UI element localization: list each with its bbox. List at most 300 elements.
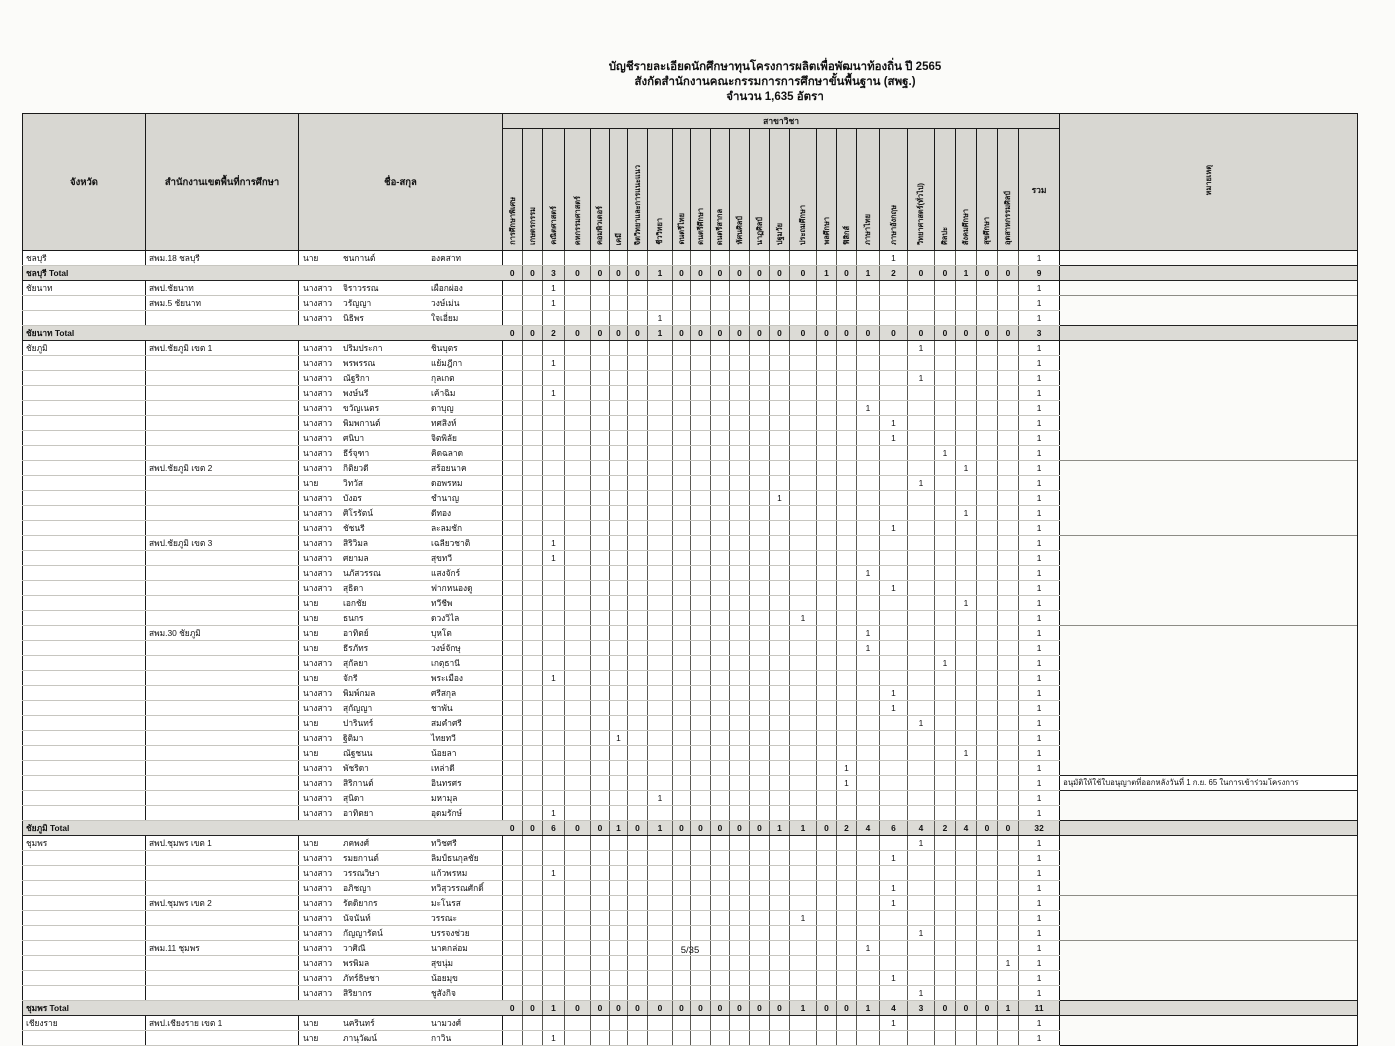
cell-subject-count	[730, 881, 750, 896]
cell-subject-count	[503, 896, 523, 911]
cell-row-total: 1	[1019, 251, 1060, 266]
cell-subject-count	[648, 1031, 673, 1046]
cell-subject-count	[711, 1016, 730, 1031]
cell-subject-count	[523, 851, 543, 866]
cell-subject-total: 0	[628, 266, 648, 281]
name-prefix: นาย	[303, 598, 319, 608]
cell-subject-count	[628, 491, 648, 506]
cell-subject-count	[691, 596, 711, 611]
cell-subject-count	[648, 281, 673, 296]
cell-subject-count	[880, 371, 908, 386]
cell-subject-count	[817, 656, 837, 671]
cell-row-total: 1	[1019, 761, 1060, 776]
first-name: วรรณวิษา	[343, 868, 380, 878]
cell-subject-count	[817, 971, 837, 986]
cell-subject-total: 0	[565, 266, 591, 281]
cell-subject-count	[628, 596, 648, 611]
cell-subject-count	[565, 896, 591, 911]
cell-subject-count	[673, 851, 691, 866]
cell-subject-count	[977, 581, 998, 596]
name-prefix: นางสาว	[303, 553, 333, 563]
cell-subject-count	[591, 506, 610, 521]
cell-subject-count	[711, 596, 730, 611]
cell-office	[146, 521, 299, 536]
cell-subject-total: 0	[503, 821, 523, 836]
cell-subject-total: 0	[998, 266, 1019, 281]
cell-remark	[1060, 656, 1358, 671]
cell-subject-count	[523, 1016, 543, 1031]
cell-subject-count	[503, 1031, 523, 1046]
cell-subject-count	[956, 641, 977, 656]
cell-province	[23, 716, 146, 731]
cell-subject-count	[591, 836, 610, 851]
cell-remark	[1060, 671, 1358, 686]
cell-subject-count	[591, 491, 610, 506]
cell-subject-count	[591, 791, 610, 806]
total-row	[23, 1001, 1358, 1016]
cell-row-total: 1	[1019, 491, 1060, 506]
cell-subject-count	[770, 731, 790, 746]
cell-subject-count	[977, 296, 998, 311]
total-row	[23, 821, 1358, 836]
cell-subject-count	[770, 626, 790, 641]
cell-subject-count	[837, 401, 857, 416]
total-row	[23, 266, 1358, 281]
first-name: ณัฐริกา	[343, 373, 370, 383]
cell-subject-count	[673, 731, 691, 746]
cell-subject-count	[977, 536, 998, 551]
cell-subject-count	[628, 761, 648, 776]
cell-remark	[1060, 266, 1358, 281]
cell-subject-count	[730, 281, 750, 296]
student-row	[23, 926, 1358, 941]
cell-subject-count	[711, 386, 730, 401]
cell-subject-count	[817, 461, 837, 476]
cell-subject-count	[956, 566, 977, 581]
cell-subject-count	[998, 566, 1019, 581]
subject-column-header	[523, 129, 543, 251]
first-name: สิริวิมล	[343, 538, 368, 548]
cell-subject-count	[977, 521, 998, 536]
cell-subject-count	[790, 461, 817, 476]
cell-subject-count	[565, 956, 591, 971]
cell-subject-total: 0	[691, 1001, 711, 1016]
cell-subject-count	[750, 446, 770, 461]
subject-column-label: ดนตรีสากล	[715, 208, 724, 245]
cell-subject-count	[610, 656, 628, 671]
cell-subject-count	[880, 401, 908, 416]
cell-subject-count	[591, 986, 610, 1001]
cell-subject-total: 0	[673, 326, 691, 341]
cell-subject-count	[790, 416, 817, 431]
cell-subject-count	[750, 476, 770, 491]
cell-subject-count	[977, 941, 998, 956]
subject-column-header	[610, 129, 628, 251]
cell-subject-count	[565, 296, 591, 311]
cell-subject-count	[880, 596, 908, 611]
cell-subject-count	[523, 341, 543, 356]
cell-province: ชัยภูมิ	[23, 341, 146, 356]
cell-subject-count	[770, 881, 790, 896]
cell-subject-count	[691, 446, 711, 461]
cell-remark	[1060, 851, 1358, 866]
subject-column-header	[817, 129, 837, 251]
cell-subject-count: 1	[956, 746, 977, 761]
cell-subject-count	[935, 836, 956, 851]
cell-subject-count	[565, 776, 591, 791]
cell-subject-count	[565, 1016, 591, 1031]
cell-office: สพม.11 ชุมพร	[146, 941, 299, 956]
cell-subject-count	[730, 776, 750, 791]
cell-subject-count	[837, 656, 857, 671]
student-row	[23, 416, 1358, 431]
cell-name	[299, 986, 503, 1001]
name-prefix: นาย	[303, 478, 319, 488]
cell-subject-count	[998, 506, 1019, 521]
cell-subject-count	[935, 761, 956, 776]
cell-subject-count	[503, 506, 523, 521]
cell-subject-count	[817, 311, 837, 326]
cell-subject-count	[691, 356, 711, 371]
cell-subject-count	[998, 476, 1019, 491]
cell-subject-count	[648, 506, 673, 521]
cell-subject-count	[817, 341, 837, 356]
cell-subject-count	[503, 596, 523, 611]
cell-subject-count	[908, 356, 935, 371]
cell-subject-count	[837, 611, 857, 626]
cell-subject-count: 1	[908, 926, 935, 941]
cell-subject-count	[790, 296, 817, 311]
cell-name	[299, 296, 503, 311]
cell-subject-count	[998, 806, 1019, 821]
cell-remark	[1060, 806, 1358, 821]
cell-subject-count	[935, 941, 956, 956]
cell-subject-count	[523, 476, 543, 491]
cell-remark	[1060, 926, 1358, 941]
subject-column-header	[673, 129, 691, 251]
cell-subject-count	[956, 401, 977, 416]
cell-subject-count	[648, 911, 673, 926]
cell-subject-count	[817, 551, 837, 566]
cell-subject-count	[543, 731, 565, 746]
cell-subject-count	[591, 536, 610, 551]
cell-subject-count	[565, 581, 591, 596]
student-row	[23, 956, 1358, 971]
cell-subject-count	[935, 356, 956, 371]
cell-subject-count	[503, 806, 523, 821]
table-body	[23, 251, 1358, 1046]
cell-office	[146, 386, 299, 401]
cell-subject-count	[956, 626, 977, 641]
subject-column-header	[711, 129, 730, 251]
last-name: เผือกผ่อง	[431, 283, 463, 293]
last-name: ชินบุตร	[431, 343, 458, 353]
cell-subject-count	[610, 851, 628, 866]
cell-subject-count: 1	[908, 341, 935, 356]
cell-subject-count	[610, 581, 628, 596]
cell-office	[146, 641, 299, 656]
cell-subject-count: 1	[790, 611, 817, 626]
cell-subject-count	[523, 581, 543, 596]
cell-subject-count	[880, 641, 908, 656]
cell-subject-count	[817, 941, 837, 956]
cell-subject-count	[977, 836, 998, 851]
subject-column-header	[543, 129, 565, 251]
cell-subject-count	[977, 551, 998, 566]
cell-name	[299, 536, 503, 551]
cell-subject-count	[977, 251, 998, 266]
cell-row-total: 1	[1019, 311, 1060, 326]
cell-subject-count	[691, 911, 711, 926]
cell-subject-count	[543, 761, 565, 776]
cell-province	[23, 956, 146, 971]
name-prefix: นางสาว	[303, 688, 333, 698]
student-row	[23, 656, 1358, 671]
cell-province	[23, 566, 146, 581]
cell-subject-count	[908, 596, 935, 611]
cell-subject-count	[673, 971, 691, 986]
cell-subject-count	[523, 881, 543, 896]
cell-subject-count	[730, 716, 750, 731]
cell-province	[23, 896, 146, 911]
cell-subject-count	[691, 641, 711, 656]
cell-subject-total: 0	[770, 326, 790, 341]
cell-row-total: 1	[1019, 806, 1060, 821]
cell-subject-count	[691, 776, 711, 791]
cell-subject-count	[956, 551, 977, 566]
cell-subject-count	[770, 836, 790, 851]
cell-subject-count	[628, 386, 648, 401]
cell-subject-count	[880, 911, 908, 926]
cell-subject-count	[711, 776, 730, 791]
cell-subject-count	[591, 371, 610, 386]
cell-subject-count	[730, 701, 750, 716]
cell-remark	[1060, 461, 1358, 476]
cell-subject-count	[837, 521, 857, 536]
cell-subject-count	[817, 851, 837, 866]
cell-subject-total: 1	[648, 821, 673, 836]
cell-subject-total: 0	[817, 1001, 837, 1016]
cell-subject-count: 1	[543, 536, 565, 551]
name-prefix: นางสาว	[303, 298, 333, 308]
cell-subject-count	[977, 761, 998, 776]
cell-subject-count	[648, 971, 673, 986]
cell-subject-count: 1	[857, 626, 880, 641]
last-name: วงษ์เม่น	[431, 298, 460, 308]
cell-subject-count	[691, 746, 711, 761]
cell-row-total: 1	[1019, 791, 1060, 806]
cell-subject-count	[880, 761, 908, 776]
cell-subject-count	[691, 626, 711, 641]
cell-subject-count	[790, 446, 817, 461]
cell-subject-count	[817, 671, 837, 686]
cell-office	[146, 806, 299, 821]
cell-row-total: 1	[1019, 596, 1060, 611]
cell-office	[146, 746, 299, 761]
cell-subject-count	[908, 761, 935, 776]
subject-column-label: จิตวิทยาและการแนะแนว	[632, 164, 642, 245]
cell-subject-count	[711, 416, 730, 431]
cell-subject-count	[673, 461, 691, 476]
cell-subject-count	[977, 431, 998, 446]
cell-subject-count	[770, 701, 790, 716]
cell-subject-count	[817, 806, 837, 821]
cell-subject-total: 4	[880, 1001, 908, 1016]
cell-subject-count	[523, 671, 543, 686]
cell-row-total: 1	[1019, 851, 1060, 866]
cell-subject-count	[998, 311, 1019, 326]
cell-subject-count	[750, 791, 770, 806]
last-name: เค้าฉิม	[431, 388, 456, 398]
first-name: สุกัญญา	[343, 703, 373, 713]
cell-subject-count	[673, 536, 691, 551]
cell-row-total: 1	[1019, 506, 1060, 521]
cell-subject-count	[730, 911, 750, 926]
cell-subject-count	[956, 311, 977, 326]
cell-name	[299, 476, 503, 491]
cell-province	[23, 401, 146, 416]
cell-subject-count	[770, 1031, 790, 1046]
cell-subject-count	[977, 596, 998, 611]
cell-subject-count	[691, 1031, 711, 1046]
cell-subject-count	[837, 281, 857, 296]
cell-name	[299, 806, 503, 821]
cell-remark	[1060, 281, 1358, 296]
cell-subject-count	[935, 461, 956, 476]
cell-subject-count	[691, 401, 711, 416]
cell-subject-count: 1	[790, 911, 817, 926]
cell-subject-count	[673, 431, 691, 446]
cell-subject-count	[691, 896, 711, 911]
cell-subject-count	[770, 356, 790, 371]
student-row	[23, 716, 1358, 731]
last-name: ใจเอี่ยม	[431, 313, 459, 323]
cell-subject-count	[648, 416, 673, 431]
cell-subject-count	[956, 881, 977, 896]
cell-subject-count	[691, 551, 711, 566]
cell-subject-count	[750, 371, 770, 386]
cell-subject-count	[908, 656, 935, 671]
cell-subject-count	[730, 791, 750, 806]
cell-subject-count	[503, 656, 523, 671]
cell-province	[23, 446, 146, 461]
cell-subject-count	[648, 956, 673, 971]
cell-subject-count	[857, 611, 880, 626]
cell-subject-count	[956, 956, 977, 971]
cell-subject-count	[880, 836, 908, 851]
cell-subject-count	[880, 551, 908, 566]
cell-row-total: 1	[1019, 521, 1060, 536]
cell-subject-count	[591, 566, 610, 581]
cell-subject-count	[648, 446, 673, 461]
cell-subject-count	[610, 626, 628, 641]
cell-subject-count	[837, 461, 857, 476]
last-name: สุขนุ่ม	[431, 958, 454, 968]
cell-office	[146, 491, 299, 506]
cell-subject-count	[648, 656, 673, 671]
cell-subject-count	[790, 521, 817, 536]
cell-subject-count	[817, 356, 837, 371]
cell-subject-count	[503, 836, 523, 851]
cell-subject-count	[857, 1031, 880, 1046]
cell-subject-count	[648, 491, 673, 506]
cell-subject-count	[977, 776, 998, 791]
cell-office	[146, 416, 299, 431]
cell-subject-count	[857, 416, 880, 431]
cell-subject-count	[730, 566, 750, 581]
cell-subject-count: 1	[880, 1016, 908, 1031]
cell-subject-count	[837, 356, 857, 371]
cell-subject-count	[935, 536, 956, 551]
cell-subject-count	[691, 506, 711, 521]
cell-subject-count	[857, 701, 880, 716]
cell-subject-count	[591, 851, 610, 866]
cell-subject-count	[691, 461, 711, 476]
cell-subject-count	[691, 416, 711, 431]
cell-subject-count	[565, 476, 591, 491]
cell-subject-count	[628, 671, 648, 686]
cell-subject-count	[770, 596, 790, 611]
cell-subject-count	[673, 986, 691, 1001]
cell-subject-count	[523, 611, 543, 626]
table-header	[23, 114, 1358, 251]
name-prefix: นางสาว	[303, 388, 333, 398]
first-name: วรัญญา	[343, 298, 372, 308]
cell-subject-count	[908, 281, 935, 296]
cell-subject-count	[837, 866, 857, 881]
cell-subject-count	[565, 371, 591, 386]
cell-province	[23, 791, 146, 806]
subject-column-label: คหกรรมศาสตร์	[572, 195, 582, 245]
cell-subject-count	[956, 986, 977, 1001]
first-name: กิติยวดี	[343, 463, 369, 473]
subject-column-label: ฟิสิกส์	[841, 226, 851, 245]
cell-subject-count	[956, 836, 977, 851]
cell-row-total: 1	[1019, 446, 1060, 461]
cell-province	[23, 611, 146, 626]
cell-subject-count	[691, 686, 711, 701]
cell-subject-count	[673, 341, 691, 356]
cell-subject-count	[935, 896, 956, 911]
cell-subject-count	[770, 551, 790, 566]
cell-subject-count	[817, 701, 837, 716]
cell-subject-count	[711, 356, 730, 371]
cell-row-total: 1	[1019, 431, 1060, 446]
cell-subject-count	[790, 941, 817, 956]
cell-subject-count	[977, 971, 998, 986]
cell-subject-count	[730, 416, 750, 431]
name-prefix: นางสาว	[303, 763, 333, 773]
last-name: ดาบุญ	[431, 403, 454, 413]
cell-province	[23, 626, 146, 641]
cell-province	[23, 476, 146, 491]
cell-subject-count	[750, 971, 770, 986]
cell-subject-count	[565, 1031, 591, 1046]
cell-subject-count	[837, 971, 857, 986]
cell-subject-count	[750, 836, 770, 851]
cell-province	[23, 461, 146, 476]
cell-subject-count	[523, 551, 543, 566]
cell-subject-count	[711, 686, 730, 701]
cell-subject-count	[977, 386, 998, 401]
cell-subject-count	[880, 716, 908, 731]
cell-subject-count	[837, 446, 857, 461]
cell-subject-total: 0	[628, 326, 648, 341]
first-name: พัชริดา	[343, 763, 369, 773]
cell-subject-count: 1	[543, 281, 565, 296]
subject-column-label: การศึกษาพิเศษ	[507, 197, 517, 245]
cell-subject-count	[956, 341, 977, 356]
